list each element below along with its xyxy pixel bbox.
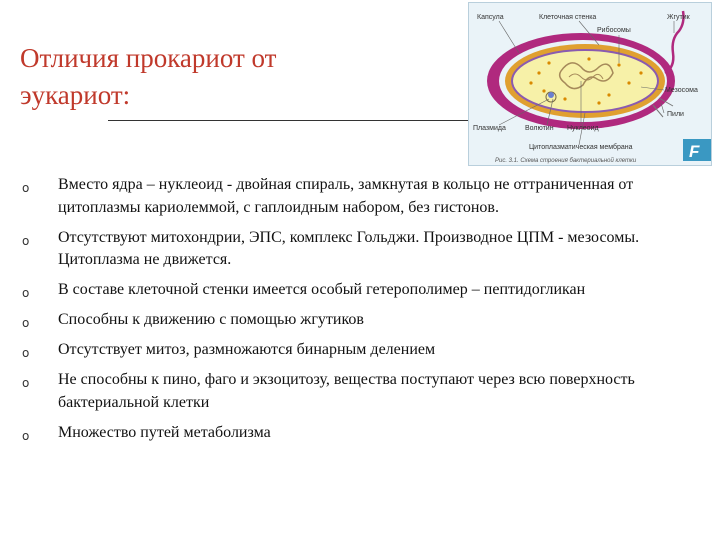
label-membrane: Цитоплазматическая мембрана (529, 144, 633, 151)
differences-list (22, 174, 702, 452)
list-item-text: Вместо ядра – нуклеоид - двойная спираль, замкнутая в кольцо не оттраниченная от цитоплазмы кариолеммой, с гаплоидным набором, без гистонов. (58, 176, 634, 216)
bacterial-cell-diagram (468, 2, 712, 166)
list-item (22, 174, 702, 219)
title-divider (108, 120, 468, 121)
list-item (22, 369, 702, 414)
figure-caption: Рис. 3.1. Схема строения бактериальной клетки (495, 158, 637, 164)
list-item (22, 422, 702, 445)
logo-letter: F (689, 142, 700, 161)
label-cell-wall: Клеточная стенка (539, 14, 597, 21)
list-item (22, 227, 702, 272)
slide-title (20, 40, 460, 114)
label-volutin: Волютин (525, 125, 554, 132)
bullet-marker-icon: o (22, 346, 30, 360)
label-flagellum: Жгутик (667, 14, 690, 21)
bullet-marker-icon: o (22, 316, 30, 330)
list-item (22, 339, 702, 362)
volutin-shape (548, 92, 554, 98)
label-capsule: Капсула (477, 14, 504, 21)
list-item-text: Не способны к пино, фаго и экзоцитозу, вещества поступают через всю поверхность бактериальной клетки (58, 371, 635, 411)
list-item-text: Отсутствует митоз, размножаются бинарным делением (58, 341, 436, 358)
label-pili: Пили (667, 111, 684, 118)
list-item-text: Отсутствуют митохондрии, ЭПС, комплекс Гольджи. Производное ЦПМ - мезосомы. Цитоплазма не движется. (58, 228, 640, 268)
bullet-marker-icon: o (22, 428, 30, 443)
list-item (22, 279, 702, 302)
bullet-marker-icon: o (22, 286, 30, 300)
bullet-marker-icon: o (22, 181, 30, 195)
bullet-marker-icon: o (22, 376, 30, 390)
list-item-text: В составе клеточной стенки имеется особый гетерополимер – пептидогликан (58, 281, 586, 298)
bullet-marker-icon: o (22, 233, 30, 248)
bacterial-cell-svg (469, 3, 712, 166)
title-line-2: эукариот: (20, 80, 131, 110)
label-plasmid: Плазмида (473, 125, 506, 132)
list-item (22, 309, 702, 332)
title-line-1: Отличия прокариот от (20, 43, 277, 73)
label-nucleoid: Нуклеоид (567, 125, 599, 132)
label-mesosome: Мезосома (665, 87, 698, 94)
list-item-text: Способны к движению с помощью жгутиков (58, 311, 364, 328)
label-ribosomes: Рибосомы (597, 27, 631, 34)
list-item-text: Множество путей метаболизма (58, 423, 271, 441)
